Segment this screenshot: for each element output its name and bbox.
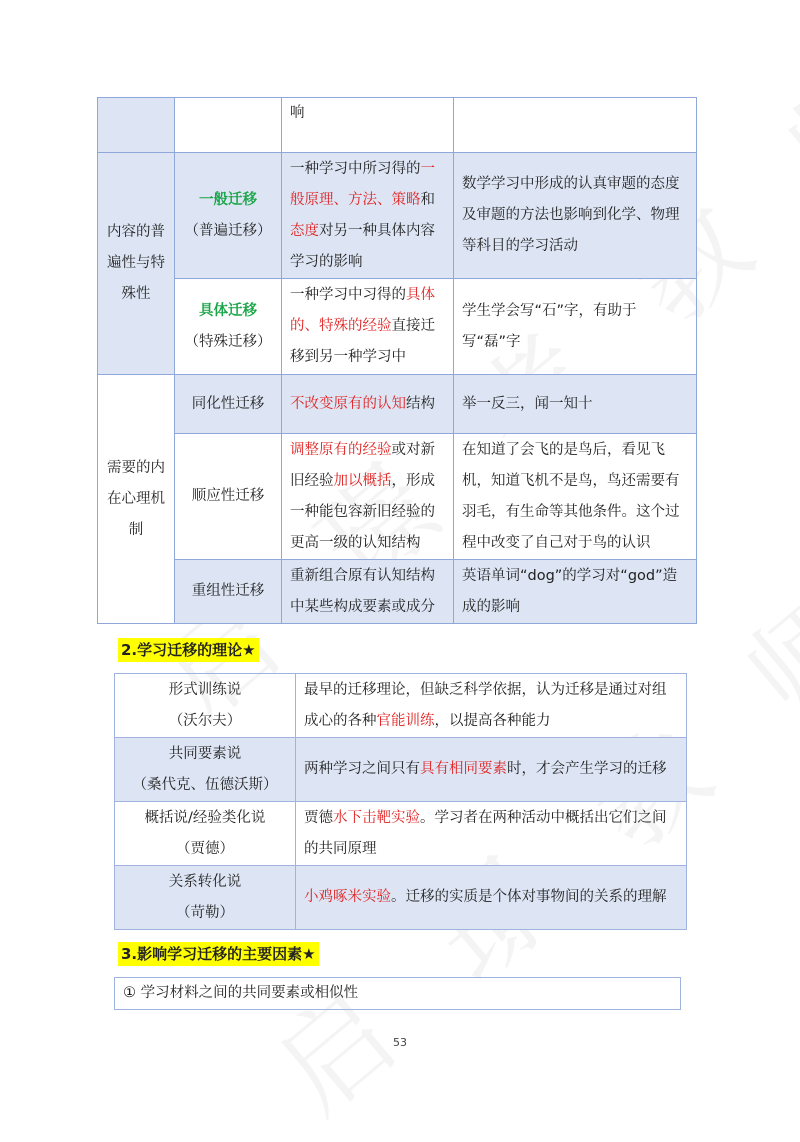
transfer-name: 重组性迁移 [175, 560, 282, 624]
transfer-sub: （普遍迁移） [184, 222, 272, 239]
table-row [98, 434, 697, 560]
transfer-name: 顺应性迁移 [175, 434, 282, 560]
theory-desc: 两种学习之间只有具有相同要素时，才会产生学习的迁移 [296, 738, 687, 802]
theory-person: （苛勒） [176, 904, 234, 921]
theory-person: （沃尔夫） [168, 712, 242, 729]
example-cell: 举一反三，闻一知十 [454, 375, 697, 434]
section-heading: 3.影响学习迁移的主要因素★ [118, 942, 319, 966]
definition-cell: 重新组合原有认知结构中某些构成要素或成分 [282, 560, 454, 624]
table-row [115, 802, 687, 866]
example-cell: 学生学会写“石”字，有助于写“磊”字 [454, 279, 697, 375]
table-row [98, 560, 697, 624]
theory-person: （贾德） [176, 840, 234, 857]
definition-cell: 一种学习中习得的具体的、特殊的经验直接迁移到另一种学习中 [282, 279, 454, 375]
factors-table [114, 977, 681, 1010]
theory-desc: 贾德水下击靶实验。学习者在两种活动中概括出它们之间的共同原理 [296, 802, 687, 866]
table-cell: 响 [282, 98, 454, 153]
definition-cell: 不改变原有的认知结构 [282, 375, 454, 434]
table-row [115, 738, 687, 802]
transfer-classification-table [97, 97, 697, 624]
table-row [98, 98, 697, 153]
group-label: 需要的内在心理机制 [98, 375, 175, 624]
transfer-name: 具体迁移 [199, 302, 257, 319]
transfer-name: 一般迁移 [199, 191, 257, 208]
example-cell: 数学学习中形成的认真审题的态度及审题的方法也影响到化学、物理等科目的学习活动 [454, 153, 697, 279]
theory-desc: 最早的迁移理论，但缺乏科学依据，认为迁移是通过对组成心的各种官能训练，以提高各种能力 [296, 674, 687, 738]
table-row [98, 153, 697, 279]
table-row [115, 866, 687, 930]
example-cell: 英语单词“dog”的学习对“god”造成的影响 [454, 560, 697, 624]
theory-name: 关系转化说 [168, 873, 242, 890]
table-row [115, 674, 687, 738]
theory-person: （桑代克、伍德沃斯） [132, 776, 278, 793]
theory-name: 概括说/经验类化说 [144, 809, 266, 826]
theory-name: 共同要素说 [168, 745, 242, 762]
definition-cell: 调整原有的经验或对新旧经验加以概括，形成一种能包容新旧经验的更高一级的认知结构 [282, 434, 454, 560]
transfer-name: 同化性迁移 [175, 375, 282, 434]
section-heading: 2.学习迁移的理论★ [118, 638, 259, 662]
transfer-theory-table [114, 673, 687, 930]
example-cell: 在知道了会飞的是鸟后，看见飞机，知道飞机不是鸟，鸟还需要有羽毛，有生命等其他条件。这个过程中改变了自己对于鸟的认识 [454, 434, 697, 560]
table-row [98, 279, 697, 375]
group-label: 内容的普遍性与特殊性 [98, 153, 175, 375]
list-item: ① 学习材料之间的共同要素或相似性 [115, 978, 681, 1010]
page-number: 53 [393, 1036, 407, 1049]
transfer-sub: （特殊迁移） [184, 333, 272, 350]
theory-desc: 小鸡啄米实验。迁移的实质是个体对事物间的关系的理解 [296, 866, 687, 930]
definition-cell: 一种学习中所习得的一般原理、方法、策略和态度对另一种具体内容学习的影响 [282, 153, 454, 279]
table-row [98, 375, 697, 434]
theory-name: 形式训练说 [168, 681, 242, 698]
table-row [115, 978, 681, 1010]
